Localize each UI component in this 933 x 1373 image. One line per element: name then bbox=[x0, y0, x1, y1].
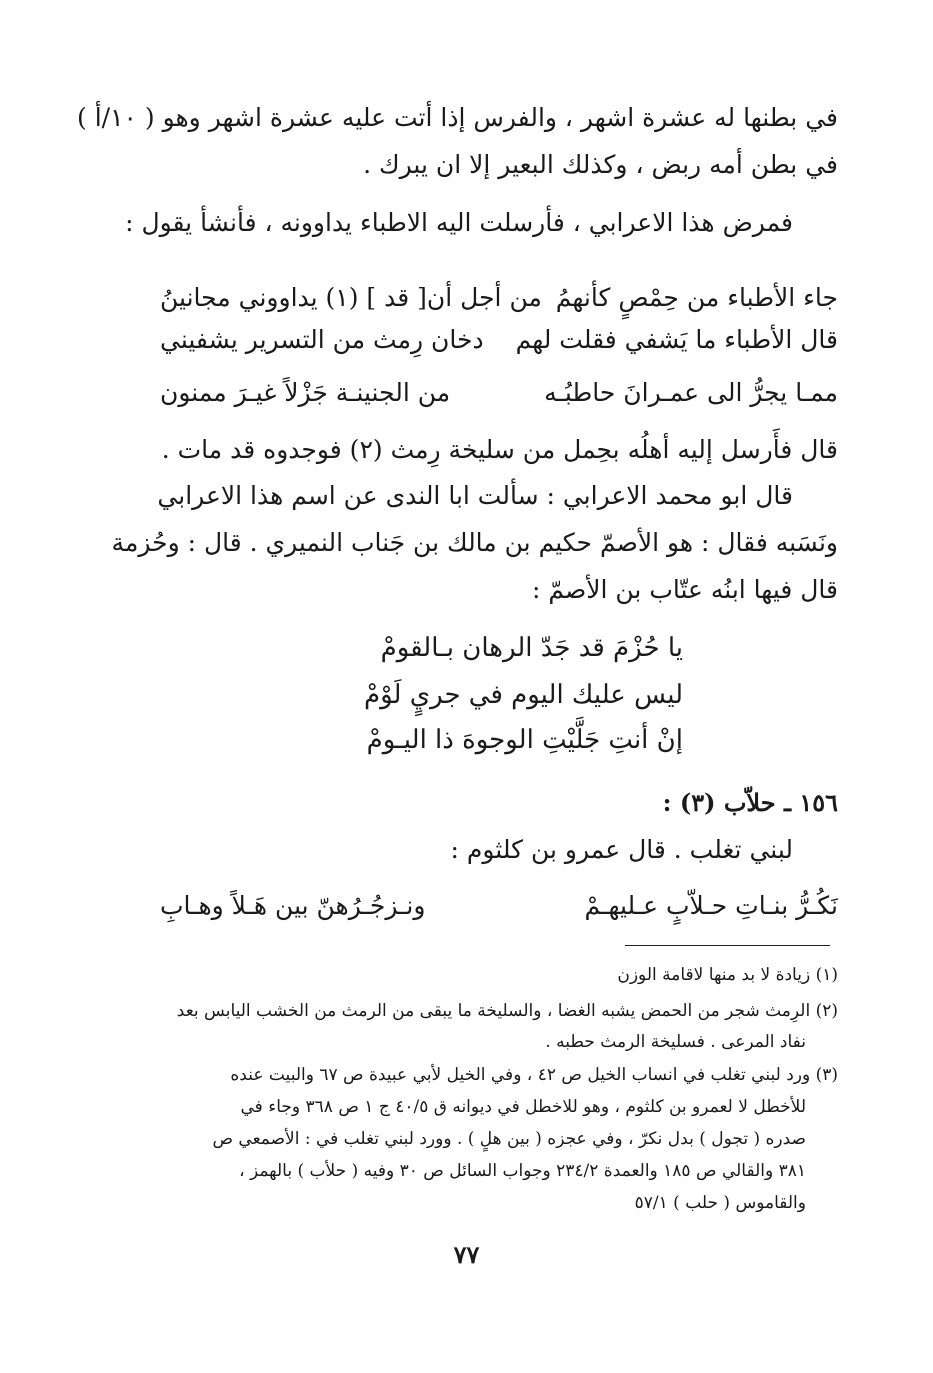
footnote-2: (٢) الرِمث شجر من الحمض يشبه الغضا ، والسليخة ما يبقى من الرمث من الخشب اليابس بعد bbox=[176, 1001, 838, 1021]
text-line-5: قال ابو محمد الاعرابي : سألت ابا الندى عن اسم هذا الاعرابي bbox=[157, 481, 793, 510]
text-line-3: فمرض هذا الاعرابي ، فأرسلت اليه الاطباء يداوونه ، فأنشأ يقول : bbox=[125, 208, 793, 237]
footnote-separator bbox=[625, 945, 830, 946]
rajaz-line-3: إنْ أنتِ جَلَّيْتِ الوجوهَ ذا اليـومْ bbox=[366, 725, 683, 755]
verse-1-hemistich-2: من أجل أن[ قد ] (١) يداووني مجانينُ bbox=[160, 283, 542, 312]
footnote-3-cont-2: صدره ( تجول ) بدل نكرّ ، وفي عجزه ( بين هلٍ ) . وورد لبني تغلب في : الأصمعي ص bbox=[212, 1129, 806, 1149]
final-verse-hemistich-2: ونـزجُـرُهنّ بين هَـلاً وهـابِ bbox=[160, 891, 426, 920]
rajaz-line-2: ليس عليك اليوم في جريٍ لَوْمْ bbox=[364, 680, 683, 710]
entry-line: لبني تغلب . قال عمرو بن كلثوم : bbox=[450, 835, 793, 864]
entry-heading: ١٥٦ ـ حلاّب (٣) : bbox=[662, 788, 838, 817]
rajaz-line-1: يا حُزْمَ قد جَدّ الرهان بـالقومْ bbox=[380, 633, 683, 663]
verse-3-hemistich-2: من الجنينـة جَزْلاً غيـرَ ممنون bbox=[160, 378, 451, 407]
footnote-2-cont: نفاد المرعى . فسليخة الرمث حطبه . bbox=[545, 1032, 806, 1052]
text-line-4: قال فأَرسل إليه أهلُه بحِمل من سليخة رِمث (٢) فوجدوه قد مات . bbox=[161, 435, 838, 464]
footnote-1: (١) زيادة لا بد منها لاقامة الوزن bbox=[617, 965, 838, 985]
verse-2-hemistich-2: دخان رِمث من التسرير يشفيني bbox=[160, 325, 484, 354]
text-line-1: في بطنها له عشرة اشهر ، والفرس إذا أتت عليه عشرة اشهر وهو ( ١٠/أ ) bbox=[77, 103, 838, 132]
footnote-3-cont-3: ٣٨١ والقالي ص ١٨٥ والعمدة ٢٣٤/٢ وجواب السائل ص ٣٠ وفيه ( حلأب ) بالهمز ، bbox=[239, 1161, 806, 1181]
footnote-3-cont-1: للأخطل لا لعمرو بن كلثوم ، وهو للاخطل في ديوانه ق ٤٠/٥ ج ١ ص ٣٦٨ وجاء في bbox=[240, 1097, 806, 1117]
page-number: ٧٧ bbox=[453, 1240, 480, 1269]
footnote-3: (٣) ورد لبني تغلب في انساب الخيل ص ٤٢ ، وفي الخيل لأبي عبيدة ص ٦٧ والبيت عنده bbox=[230, 1065, 838, 1085]
verse-3-hemistich-1: ممـا يجرُّ الى عمـرانَ حاطبُـه bbox=[544, 378, 838, 407]
text-line-2: في بطن أمه ربض ، وكذلك البعير إلا ان يبرك . bbox=[363, 150, 838, 179]
text-line-6: ونَسَبه فقال : هو الأصمّ حكيم بن مالك بن جَناب النميري . قال : وحُزمة bbox=[111, 528, 838, 557]
final-verse-hemistich-1: نَكُـرُّ بنـاتِ حـلاّبٍ عـليهـمْ bbox=[584, 891, 838, 920]
footnote-3-cont-4: والقاموس ( حلب ) ٥٧/١ bbox=[634, 1193, 806, 1213]
verse-1-hemistich-1: جاء الأطباء من حِمْصٍ كأنهمُ bbox=[555, 283, 838, 312]
verse-2-hemistich-1: قال الأطباء ما يَشفي فقلت لهم bbox=[515, 325, 838, 354]
text-line-7: قال فيها ابنُه عتّاب بن الأصمّ : bbox=[532, 575, 838, 604]
